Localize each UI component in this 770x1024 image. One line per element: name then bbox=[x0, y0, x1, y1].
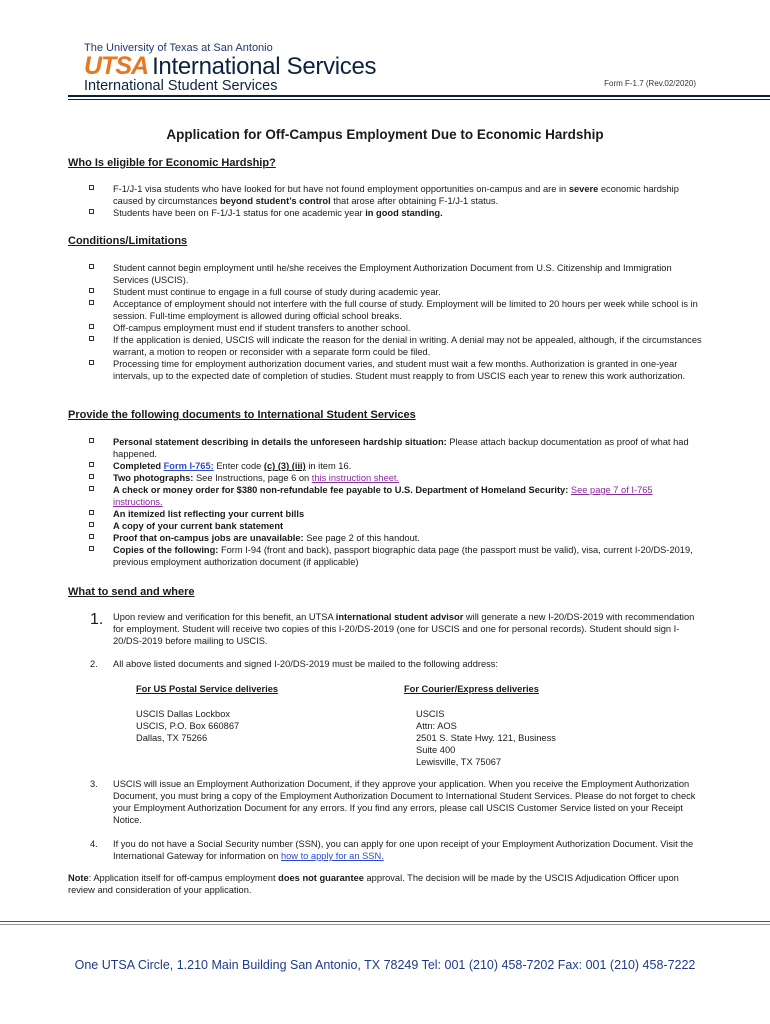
conditions-list bbox=[0, 262, 770, 382]
checkbox-bullet-icon bbox=[89, 185, 94, 190]
university-name: The University of Texas at San Antonio bbox=[84, 42, 273, 54]
step-number: 2. bbox=[90, 659, 98, 669]
page-title: Application for Off-Campus Employment Due to Economic Hardship bbox=[166, 127, 604, 142]
step-number: 3. bbox=[90, 779, 98, 789]
list-item: Off-campus employment must end if student transfers to another school. bbox=[0, 322, 770, 334]
checkbox-bullet-icon bbox=[89, 324, 94, 329]
checkbox-bullet-icon bbox=[89, 300, 94, 305]
list-item: Student cannot begin employment until he/she receives the Employment Authorization Document from U.S. Citizenship and Immigration Services (USCIS). bbox=[0, 262, 770, 286]
step-text: All above listed documents and signed I-20/DS-2019 must be mailed to the following address: bbox=[113, 659, 499, 669]
checkbox-bullet-icon bbox=[89, 264, 94, 269]
list-item: A copy of your current bank statement bbox=[0, 520, 770, 532]
courier-heading: For Courier/Express deliveries bbox=[404, 684, 539, 694]
postal-address: USCIS Dallas Lockbox USCIS, P.O. Box 660867 Dallas, TX 75266 bbox=[136, 709, 240, 743]
documents-heading: Provide the following documents to International Student Services bbox=[68, 409, 416, 421]
checkbox-bullet-icon bbox=[89, 288, 94, 293]
list-item: An itemized list reflecting your current bills bbox=[0, 508, 770, 520]
header-divider-thin bbox=[68, 99, 770, 100]
list-item: Personal statement describing in details the unforeseen hardship situation: Please attach backup documentation as proof of what had happened. bbox=[0, 436, 770, 460]
checkbox-bullet-icon bbox=[89, 486, 94, 491]
form-number: Form F-1.7 (Rev.02/2020) bbox=[604, 79, 696, 88]
step-number: 4. bbox=[90, 839, 98, 849]
list-item: A check or money order for $380 non-refundable fee payable to U.S. Department of Homeland Security: See page 7 of I-765 instructions. bbox=[0, 484, 770, 508]
conditions-heading: Conditions/Limitations bbox=[68, 235, 188, 247]
footer-divider bbox=[0, 921, 770, 922]
documents-list bbox=[0, 436, 770, 568]
eligibility-heading: Who Is eligible for Economic Hardship? bbox=[68, 157, 276, 169]
list-item: Copies of the following: Form I-94 (front and back), passport biographic data page (the passport must be valid), visa, current I-20/DS-2019, previous employment authorization document (if applicable) bbox=[0, 544, 770, 568]
footer-divider-thin bbox=[0, 924, 770, 925]
checkbox-bullet-icon bbox=[89, 360, 94, 365]
checkbox-bullet-icon bbox=[89, 438, 94, 443]
list-item: Two photographs: See Instructions, page 6 on this instruction sheet. bbox=[0, 472, 770, 484]
step-text: Upon review and verification for this benefit, an UTSA international student advisor will generate a new I-20/DS-2019 with recommendation for employment. Student will receive two copies of this I-20/DS-2019 (one for USCIS and one for personal records). Student should sign I-20/DS-2019 before mailing to USCIS. bbox=[113, 612, 695, 646]
checkbox-bullet-icon bbox=[89, 546, 94, 551]
step-text: USCIS will issue an Employment Authorization Document, if they approve your application. When you receive the Employment Authorization Document, you must bring a copy of the Employment Authorization Document to International Student Services. Please do not forget to check your Employment Authorization Document for any errors. If you find any errors, please call USCIS Customer Service listed on your Receipt Notice. bbox=[113, 779, 696, 825]
send-heading: What to send and where bbox=[68, 586, 195, 598]
list-item: Students have been on F-1/J-1 status for one academic year in good standing. bbox=[0, 207, 770, 219]
checkbox-bullet-icon bbox=[89, 336, 94, 341]
list-item: Processing time for employment authorization document varies, and student must wait a few months. Authorization is granted in one-year intervals, up to the expected date of completion of studies. Student must reapply to from USCIS each year to renew this work authorization. bbox=[0, 358, 770, 382]
i765-instructions-link[interactable]: See page 7 of I-765 instructions. bbox=[113, 485, 653, 507]
header-divider bbox=[68, 95, 770, 97]
checkbox-bullet-icon bbox=[89, 522, 94, 527]
list-item: Student must continue to engage in a full course of study during academic year. bbox=[0, 286, 770, 298]
ssn-link[interactable]: how to apply for an SSN. bbox=[280, 851, 384, 861]
courier-address: USCIS Attn: AOS 2501 S. State Hwy. 121, Business Suite 400 Lewisville, TX 75067 bbox=[416, 709, 556, 767]
utsa-logo bbox=[84, 52, 376, 80]
list-item: If the application is denied, USCIS will indicate the reason for the denial in writing. A denial may not be appealed, although, if the circumstances warrant, a motion to reopen or reconsider with a separate form could be filed. bbox=[0, 334, 770, 358]
instruction-sheet-link[interactable]: this instruction sheet. bbox=[311, 473, 400, 483]
logo-international-services-text: International Services bbox=[152, 53, 377, 80]
checkbox-bullet-icon bbox=[89, 462, 94, 467]
note-paragraph: Note: Application itself for off-campus employment does not guarantee approval. The decision will be made by the USCIS Adjudication Officer upon review and consideration of your application. bbox=[68, 873, 679, 895]
eligibility-list bbox=[0, 183, 770, 219]
footer-address: One UTSA Circle, 1.210 Main Building San Antonio, TX 78249 Tel: 001 (210) 458-7202 Fax: 001 (210) 458-7222 bbox=[74, 958, 696, 972]
checkbox-bullet-icon bbox=[89, 474, 94, 479]
list-item: Acceptance of employment should not interfere with the full course of study. Employment will be limited to 20 hours per week while school is in session. Full-time employment is allowed during official school breaks. bbox=[0, 298, 770, 322]
list-item: F-1/J-1 visa students who have looked for but have not found employment opportunities on-campus and are in severe economic hardship caused by circumstances beyond student’s control that arose after obtaining F-1/J-1 status. bbox=[0, 183, 770, 207]
step-number: 1. bbox=[90, 611, 104, 628]
form-i765-link[interactable]: Form I-765: bbox=[163, 461, 214, 471]
checkbox-bullet-icon bbox=[89, 534, 94, 539]
list-item: Completed Form I-765: Enter code (c) (3) (iii) in item 16. bbox=[0, 460, 770, 472]
department-name: International Student Services bbox=[84, 78, 278, 94]
checkbox-bullet-icon bbox=[89, 209, 94, 214]
list-item: Proof that on-campus jobs are unavailable: See page 2 of this handout. bbox=[0, 532, 770, 544]
logo-utsa-text: UTSA bbox=[84, 52, 149, 80]
checkbox-bullet-icon bbox=[89, 510, 94, 515]
postal-heading: For US Postal Service deliveries bbox=[136, 684, 279, 694]
step-text: If you do not have a Social Security number (SSN), you can apply for one upon receipt of your Employment Authorization Document. Visit the International Gateway for information on how to apply for an SSN. bbox=[113, 839, 694, 861]
